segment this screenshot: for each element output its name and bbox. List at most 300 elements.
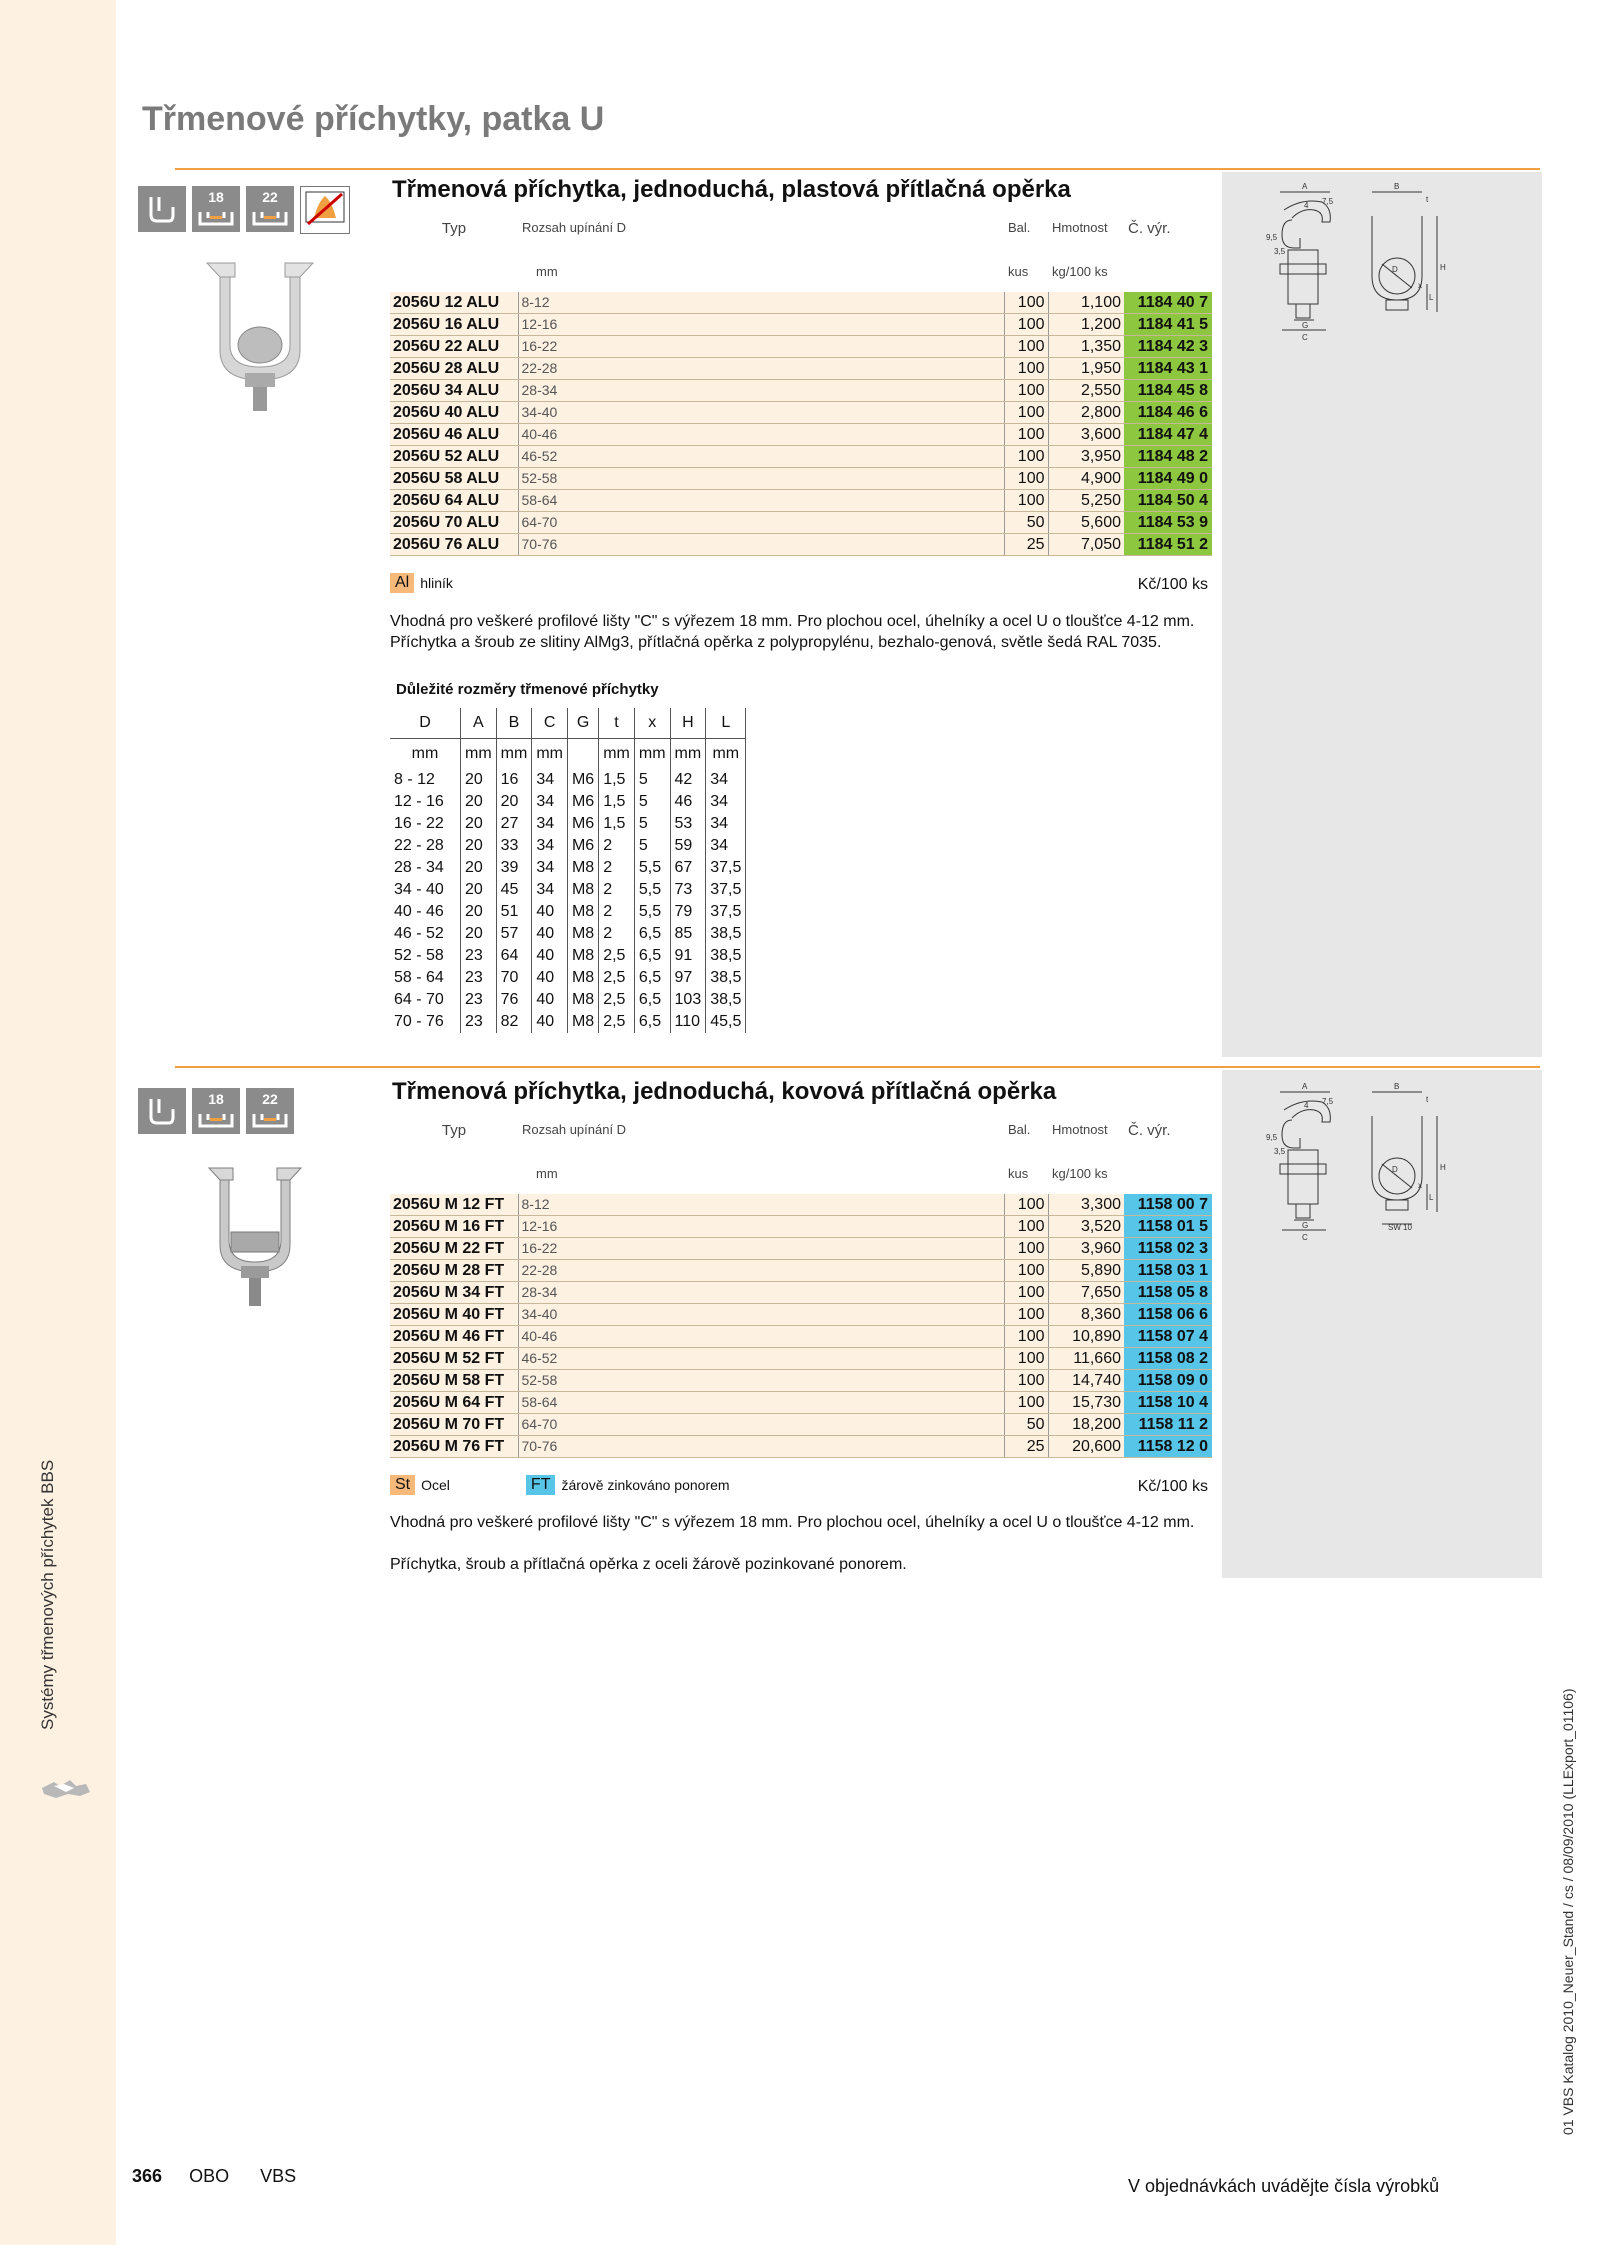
article-number: 1158 05 8 — [1124, 1282, 1212, 1304]
dims-cell: 37,5 — [706, 857, 746, 879]
dims-cell: 6,5 — [634, 1011, 670, 1033]
dims-cell: 97 — [670, 967, 706, 989]
dims-cell: 34 — [532, 879, 568, 901]
dims-cell: 5 — [634, 835, 670, 857]
rail-22-icon: 22 — [246, 186, 294, 232]
dims-row — [390, 835, 746, 857]
dims-cell: 1,5 — [599, 769, 635, 791]
dims-cell: 34 — [532, 857, 568, 879]
article-number: 1184 41 5 — [1124, 314, 1212, 336]
table-row — [390, 292, 1212, 314]
label-4: 4 — [1304, 201, 1309, 210]
label-a: A — [1302, 1082, 1308, 1091]
dims-cell: 38,5 — [706, 989, 746, 1011]
dims-cell: M8 — [567, 879, 598, 901]
article-number: 1158 03 1 — [1124, 1260, 1212, 1282]
dims-cell: 70 - 76 — [390, 1011, 461, 1033]
pack-qty: 100 — [1004, 358, 1048, 380]
dims-cell: 2,5 — [599, 989, 635, 1011]
table-row — [390, 1348, 1212, 1370]
section1-material — [390, 573, 453, 593]
footer-left — [132, 2166, 296, 2187]
product-type: 2056U M 70 FT — [390, 1414, 518, 1436]
dims-cell: 5,5 — [634, 901, 670, 923]
clamp-body — [1288, 250, 1318, 304]
pack-qty: 100 — [1004, 1260, 1048, 1282]
label-c: C — [1302, 333, 1308, 342]
article-number: 1158 12 0 — [1124, 1436, 1212, 1458]
pack-qty: 100 — [1004, 336, 1048, 358]
weight: 1,100 — [1048, 292, 1124, 314]
label-sw: SW 10 — [1388, 1223, 1413, 1232]
col-rozsah: Rozsah upínání D — [522, 220, 627, 235]
clamp-range: 22-28 — [518, 358, 1004, 380]
product-type: 2056U 70 ALU — [390, 512, 518, 534]
article-number: 1184 42 3 — [1124, 336, 1212, 358]
front-nut — [1386, 1200, 1408, 1210]
table-row — [390, 402, 1212, 424]
dims-header: x — [634, 708, 670, 739]
dims-row — [390, 1011, 746, 1033]
dims-cell: 82 — [496, 1011, 532, 1033]
dims-title: Důležité rozměry třmenové příchytky — [396, 681, 659, 698]
unit-bal: kus — [1008, 1166, 1029, 1181]
section2-description-2: Příchytka, šroub a přítlačná opěrka z oceli žárově pozinkované ponorem. — [390, 1556, 907, 1573]
dims-cell: 34 — [706, 835, 746, 857]
product-type: 2056U M 76 FT — [390, 1436, 518, 1458]
table-row — [390, 446, 1212, 468]
pack-qty: 100 — [1004, 1326, 1048, 1348]
dims-cell: 67 — [670, 857, 706, 879]
col-hmotnost: Hmotnost — [1052, 220, 1108, 235]
dims-header: B — [496, 708, 532, 739]
dims-cell: 110 — [670, 1011, 706, 1033]
dims-cell: 6,5 — [634, 967, 670, 989]
weight: 15,730 — [1048, 1392, 1124, 1414]
dims-cell: 37,5 — [706, 879, 746, 901]
weight: 2,550 — [1048, 380, 1124, 402]
dims-cell: 40 — [532, 989, 568, 1011]
weight: 1,200 — [1048, 314, 1124, 336]
product-type: 2056U 28 ALU — [390, 358, 518, 380]
section2-title: Třmenová příchytka, jednoduchá, kovová přítlačná opěrka — [392, 1078, 1057, 1105]
dims-cell: 73 — [670, 879, 706, 901]
article-number: 1184 46 6 — [1124, 402, 1212, 424]
dims-cell: 28 - 34 — [390, 857, 461, 879]
dims-cell: 23 — [461, 989, 497, 1011]
unit-hmotnost: kg/100 ks — [1052, 1166, 1108, 1181]
table-row — [390, 1260, 1212, 1282]
pack-qty: 100 — [1004, 446, 1048, 468]
clamp-range: 52-58 — [518, 468, 1004, 490]
dims-cell: 20 — [461, 901, 497, 923]
dims-cell: 5 — [634, 791, 670, 813]
dims-cell: 2 — [599, 835, 635, 857]
clamp-range: 64-70 — [518, 512, 1004, 534]
front-nut — [1386, 300, 1408, 310]
dims-cell: 76 — [496, 989, 532, 1011]
pack-qty: 100 — [1004, 314, 1048, 336]
dims-cell: 20 — [461, 879, 497, 901]
dims-table — [390, 708, 746, 1033]
pack-qty: 100 — [1004, 1216, 1048, 1238]
weight: 7,650 — [1048, 1282, 1124, 1304]
dims-cell: 16 — [496, 769, 532, 791]
weight: 14,740 — [1048, 1370, 1124, 1392]
dims-cell: 91 — [670, 945, 706, 967]
dims-cell: 2 — [599, 901, 635, 923]
label-t: t — [1426, 1095, 1429, 1104]
pack-qty: 50 — [1004, 1414, 1048, 1436]
clamp-range: 12-16 — [518, 314, 1004, 336]
table-row — [390, 380, 1212, 402]
dims-header: D — [390, 708, 461, 739]
dims-cell: 20 — [461, 769, 497, 791]
pack-qty: 100 — [1004, 468, 1048, 490]
section2-separator — [175, 1066, 1540, 1068]
table-row — [390, 336, 1212, 358]
material-name: hliník — [420, 575, 453, 591]
rail-section — [1280, 1164, 1326, 1174]
dims-cell: 5,5 — [634, 879, 670, 901]
weight: 5,600 — [1048, 512, 1124, 534]
section2-material — [390, 1475, 730, 1495]
table-row — [390, 1194, 1212, 1216]
obo-logo-icon — [40, 1776, 92, 1800]
section2-dimension-drawing — [1222, 1080, 1542, 1320]
brand-vbs: VBS — [260, 2166, 297, 2186]
dims-row — [390, 967, 746, 989]
dims-cell: 59 — [670, 835, 706, 857]
dims-cell: M6 — [567, 835, 598, 857]
dims-unit: mm — [532, 739, 568, 770]
product-type: 2056U M 16 FT — [390, 1216, 518, 1238]
dims-cell: 45,5 — [706, 1011, 746, 1033]
table-row — [390, 1326, 1212, 1348]
article-number: 1158 09 0 — [1124, 1370, 1212, 1392]
label-h: H — [1440, 1163, 1446, 1172]
nut — [1296, 1204, 1310, 1218]
clamp-range: 70-76 — [518, 534, 1004, 556]
dims-header: C — [532, 708, 568, 739]
col-typ: Typ — [441, 1122, 467, 1139]
clamp-range: 64-70 — [518, 1414, 1004, 1436]
section2-product-table — [390, 1120, 1212, 1458]
dims-cell: 20 — [461, 835, 497, 857]
unit-rozsah: mm — [536, 264, 558, 279]
label-9-5: 9,5 — [1266, 1133, 1278, 1142]
dims-cell: M8 — [567, 923, 598, 945]
rail-section — [1280, 264, 1326, 274]
dims-cell: 1,5 — [599, 813, 635, 835]
side-label: Systémy třmenových příchytek BBS — [38, 1459, 57, 1730]
dims-cell: 20 — [461, 857, 497, 879]
clamp-range: 22-28 — [518, 1260, 1004, 1282]
pack-qty: 100 — [1004, 1370, 1048, 1392]
product-type: 2056U 34 ALU — [390, 380, 518, 402]
label-l: L — [1429, 1193, 1434, 1202]
dims-cell: 34 — [706, 791, 746, 813]
clamp-range: 16-22 — [518, 336, 1004, 358]
dims-cell: 2,5 — [599, 945, 635, 967]
dims-row — [390, 857, 746, 879]
product-type: 2056U 52 ALU — [390, 446, 518, 468]
dims-unit: mm — [599, 739, 635, 770]
u-clamp-icon — [138, 186, 186, 232]
weight: 8,360 — [1048, 1304, 1124, 1326]
section1-dimension-drawing — [1222, 180, 1542, 420]
dims-cell: 34 — [706, 813, 746, 835]
section2-product-photo — [205, 1160, 305, 1310]
dims-cell: 64 — [496, 945, 532, 967]
label-t: t — [1426, 195, 1429, 204]
clamp-range: 28-34 — [518, 380, 1004, 402]
clamp-range: 28-34 — [518, 1282, 1004, 1304]
dims-cell: 52 - 58 — [390, 945, 461, 967]
product-type: 2056U M 58 FT — [390, 1370, 518, 1392]
label-b: B — [1394, 1082, 1400, 1091]
finish-code-badge: FT — [526, 1475, 556, 1495]
label-4: 4 — [1304, 1101, 1309, 1110]
section1-price-unit: Kč/100 ks — [1137, 576, 1208, 593]
dims-unit — [567, 739, 598, 770]
table-row — [390, 534, 1212, 556]
label-h: H — [1440, 263, 1446, 272]
clamp-side-outline — [1282, 220, 1300, 248]
pack-qty: 100 — [1004, 1348, 1048, 1370]
material-code-badge: St — [390, 1475, 415, 1495]
dims-cell: 1,5 — [599, 791, 635, 813]
weight: 7,050 — [1048, 534, 1124, 556]
article-number: 1184 51 2 — [1124, 534, 1212, 556]
dims-cell: M8 — [567, 901, 598, 923]
dims-cell: M8 — [567, 1011, 598, 1033]
dims-row — [390, 923, 746, 945]
dims-cell: M6 — [567, 791, 598, 813]
section1-separator — [175, 168, 1540, 170]
clamp-range: 8-12 — [518, 1194, 1004, 1216]
section2-price-unit: Kč/100 ks — [1137, 1478, 1208, 1495]
product-type: 2056U 58 ALU — [390, 468, 518, 490]
weight: 5,890 — [1048, 1260, 1124, 1282]
dims-header: H — [670, 708, 706, 739]
label-d: D — [1392, 265, 1398, 274]
dims-cell: 2 — [599, 923, 635, 945]
weight: 10,890 — [1048, 1326, 1124, 1348]
unit-bal: kus — [1008, 264, 1029, 279]
dims-cell: 27 — [496, 813, 532, 835]
dims-row — [390, 945, 746, 967]
dims-header: A — [461, 708, 497, 739]
weight: 3,600 — [1048, 424, 1124, 446]
col-typ: Typ — [441, 220, 467, 237]
label-g: G — [1302, 321, 1309, 330]
pack-qty: 100 — [1004, 1282, 1048, 1304]
dims-cell: 46 — [670, 791, 706, 813]
label-a: A — [1302, 182, 1308, 191]
article-number: 1158 10 4 — [1124, 1392, 1212, 1414]
dims-cell: 34 — [532, 791, 568, 813]
pack-qty: 100 — [1004, 292, 1048, 314]
clamp-range: 12-16 — [518, 1216, 1004, 1238]
weight: 11,660 — [1048, 1348, 1124, 1370]
dims-cell: M8 — [567, 857, 598, 879]
label-l: L — [1429, 293, 1434, 302]
col-cv: Č. výr. — [1128, 220, 1171, 237]
clamp-range: 34-40 — [518, 1304, 1004, 1326]
rail-22-icon: 22 — [246, 1088, 294, 1134]
article-number: 1184 40 7 — [1124, 292, 1212, 314]
dims-cell: 70 — [496, 967, 532, 989]
dims-row — [390, 769, 746, 791]
dims-cell: 5 — [634, 813, 670, 835]
product-type: 2056U M 34 FT — [390, 1282, 518, 1304]
col-bal: Bal. — [1008, 220, 1031, 235]
article-number: 1184 43 1 — [1124, 358, 1212, 380]
table-row — [390, 490, 1212, 512]
article-number: 1184 47 4 — [1124, 424, 1212, 446]
dims-cell: 2,5 — [599, 967, 635, 989]
dims-cell: M6 — [567, 769, 598, 791]
article-number: 1184 48 2 — [1124, 446, 1212, 468]
dims-cell: 33 — [496, 835, 532, 857]
unit-rozsah: mm — [536, 1166, 558, 1181]
article-number: 1158 01 5 — [1124, 1216, 1212, 1238]
dims-row — [390, 989, 746, 1011]
pack-qty: 50 — [1004, 512, 1048, 534]
article-number: 1158 02 3 — [1124, 1238, 1212, 1260]
clamp-range: 40-46 — [518, 424, 1004, 446]
dims-cell: 85 — [670, 923, 706, 945]
weight: 20,600 — [1048, 1436, 1124, 1458]
weight: 4,900 — [1048, 468, 1124, 490]
dims-cell: M8 — [567, 967, 598, 989]
article-number: 1158 06 6 — [1124, 1304, 1212, 1326]
dims-cell: 5,5 — [634, 857, 670, 879]
weight: 1,350 — [1048, 336, 1124, 358]
dims-cell: 64 - 70 — [390, 989, 461, 1011]
label-7-5: 7,5 — [1322, 1097, 1334, 1106]
dims-cell: 40 — [532, 945, 568, 967]
product-type: 2056U M 22 FT — [390, 1238, 518, 1260]
section2-icons — [138, 1088, 294, 1134]
unit-hmotnost: kg/100 ks — [1052, 264, 1108, 279]
section1-product-table — [390, 218, 1212, 556]
weight: 1,950 — [1048, 358, 1124, 380]
product-type: 2056U M 64 FT — [390, 1392, 518, 1414]
clamp-range: 46-52 — [518, 1348, 1004, 1370]
rail-18-icon: 18 — [192, 186, 240, 232]
table-row — [390, 1216, 1212, 1238]
table-row — [390, 314, 1212, 336]
dims-cell: 51 — [496, 901, 532, 923]
dims-cell: 34 — [532, 769, 568, 791]
dims-cell: 45 — [496, 879, 532, 901]
pack-qty: 100 — [1004, 1304, 1048, 1326]
product-type: 2056U M 40 FT — [390, 1304, 518, 1326]
table-row — [390, 468, 1212, 490]
product-type: 2056U M 46 FT — [390, 1326, 518, 1348]
pack-qty: 100 — [1004, 1238, 1048, 1260]
article-number: 1158 11 2 — [1124, 1414, 1212, 1436]
label-c: C — [1302, 1233, 1308, 1242]
dims-cell: 23 — [461, 1011, 497, 1033]
weight: 3,950 — [1048, 446, 1124, 468]
clamp-range: 46-52 — [518, 446, 1004, 468]
article-number: 1184 49 0 — [1124, 468, 1212, 490]
dims-row — [390, 901, 746, 923]
dims-cell: 53 — [670, 813, 706, 835]
dims-cell: 5 — [634, 769, 670, 791]
dims-cell: 22 - 28 — [390, 835, 461, 857]
col-rozsah: Rozsah upínání D — [522, 1122, 627, 1137]
dims-cell: 103 — [670, 989, 706, 1011]
dims-cell: 40 — [532, 923, 568, 945]
section1-icons — [138, 186, 350, 234]
dims-unit: mm — [706, 739, 746, 770]
dims-cell: 6,5 — [634, 989, 670, 1011]
dims-cell: 40 — [532, 901, 568, 923]
table-row — [390, 1304, 1212, 1326]
dims-row — [390, 879, 746, 901]
clamp-range: 58-64 — [518, 490, 1004, 512]
product-type: 2056U 22 ALU — [390, 336, 518, 358]
section1-description: Vhodná pro veškeré profilové lišty "C" s výřezem 18 mm. Pro plochou ocel, úhelníky a ocel U o tloušťce 4-12 mm. Příchytka a šroub ze slitiny AlMg3, přítlačná opěrka z polypropylénu, bezhalo-genová, světle šedá RAL 7035. — [390, 613, 1195, 651]
dims-cell: 39 — [496, 857, 532, 879]
flame-out-badge-icon — [300, 186, 350, 234]
clamp-range: 8-12 — [518, 292, 1004, 314]
material-code-badge: Al — [390, 573, 414, 593]
dims-unit: mm — [496, 739, 532, 770]
dims-cell: 38,5 — [706, 923, 746, 945]
dims-cell: 6,5 — [634, 923, 670, 945]
dims-unit: mm — [390, 739, 461, 770]
product-type: 2056U 64 ALU — [390, 490, 518, 512]
product-type: 2056U 40 ALU — [390, 402, 518, 424]
table-row — [390, 1392, 1212, 1414]
label-b: B — [1394, 182, 1400, 191]
weight: 5,250 — [1048, 490, 1124, 512]
label-d: D — [1392, 1165, 1398, 1174]
dims-cell: M8 — [567, 989, 598, 1011]
rail-18-icon: 18 — [192, 1088, 240, 1134]
label-3-5: 3,5 — [1274, 1147, 1286, 1156]
page-number: 366 — [132, 2166, 163, 2186]
table-row — [390, 1436, 1212, 1458]
dims-cell: 6,5 — [634, 945, 670, 967]
pack-qty: 100 — [1004, 490, 1048, 512]
section1-product-photo — [205, 255, 315, 415]
col-hmotnost: Hmotnost — [1052, 1122, 1108, 1137]
table-row — [390, 1238, 1212, 1260]
product-type: 2056U 12 ALU — [390, 292, 518, 314]
dims-cell: 2 — [599, 879, 635, 901]
dims-header: L — [706, 708, 746, 739]
dims-cell: 2,5 — [599, 1011, 635, 1033]
weight: 2,800 — [1048, 402, 1124, 424]
footer-note: V objednávkách uvádějte čísla výrobků — [1128, 2176, 1440, 2196]
clamp-range: 52-58 — [518, 1370, 1004, 1392]
pack-qty: 100 — [1004, 1194, 1048, 1216]
table-row — [390, 1282, 1212, 1304]
dims-row — [390, 813, 746, 835]
dims-cell: 23 — [461, 945, 497, 967]
dims-cell: 38,5 — [706, 945, 746, 967]
dims-cell: M8 — [567, 945, 598, 967]
section1-title: Třmenová příchytka, jednoduchá, plastová přítlačná opěrka — [392, 176, 1071, 203]
dims-cell: 20 — [461, 791, 497, 813]
dims-cell: 23 — [461, 967, 497, 989]
